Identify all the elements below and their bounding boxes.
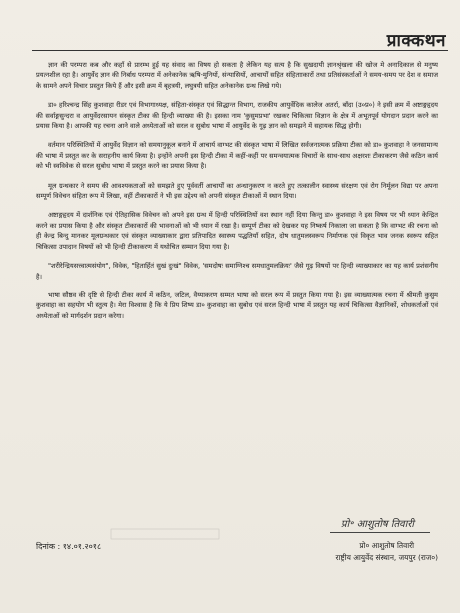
author-block <box>335 540 438 564</box>
preface-body <box>36 60 438 330</box>
paragraph: अष्टाङ्गहृदय में दार्शनिक एवं ऐतिहासिक विवेचन को अपने इस ग्रन्थ में हिन्दी परिस्थितियों वश स्थान नहीं दिया किन्तु डा० कुशवाहा ने इस विषय पर भी ध्यान केन्द्रित करने का प्रयास किया है और संस्कृत टीकाकारों की भावनाओं को भी ध्यान में रखा है। सम्पूर्ण टीका को देखकर यह निष्कर्ष निकाला जा सकता है कि वाग्भट की रचना को ही केन्द्र बिन्दु मानकर मूलग्रन्थकार एवं संस्कृत व्याख्याकार द्वारा प्रतिपादित स्वास्थ्य पद्धतियाँ सहित, दोष धातुमलस्वरूप निर्माणक एवं विकृत भाव जनक स्वरूप सहित चिकित्सा उपादान विषयों को भी हिन्दी टीकाकरण में यथोचित सम्मान दिया गया है। <box>36 211 438 251</box>
paragraph: "शरीरेन्द्रियसत्त्वात्मसंयोग", विवेक, "हितार्हितं सुखं दुःखं" विवेक, 'समदोषः समाग्निश्च समधातुमलक्रियः' जैसे गूढ़ विषयों पर हिन्दी व्याख्याकार का यह कार्य प्रशंसनीय है। <box>36 262 438 281</box>
handwritten-signature: प्रो॰ आशुतोष तिवारी <box>340 519 414 530</box>
author-name: प्रो० आशुतोष तिवारी <box>359 541 415 550</box>
title-divider <box>32 50 448 51</box>
paragraph: डा० हरिश्चन्द्र सिंह कुशवाहा रीडर एवं विभागाध्यक्ष, संहिता-संस्कृत एवं सिद्धान्त विभाग, राजकीय आयुर्वेदिक कालेज अतर्रा, बाँदा (उ०प्र०) ने इसी क्रम में अष्टाङ्गहृदय की सर्वाङ्गसुन्दरा व आयुर्वेदरसायन संस्कृत टीका की हिन्दी व्याख्या की है। इसका नाम 'कुसुमप्रभा' रखकर चिकित्सा विज्ञान के क्षेत्र में अभूतपूर्व योगदान प्रदान करने का प्रयास किया है। आपकी यह रचना आने वाले अध्येताओं को सरल व सुबोध भाषा में आयुर्वेद के गूढ़ ज्ञान को समझने में सहायक सिद्ध होगी। <box>36 101 438 131</box>
author-affiliation: राष्ट्रीय आयुर्वेद संस्थान, जयपुर (राज०) <box>335 553 438 562</box>
date-line: दिनांक : १४.०१.२०१८ <box>36 542 102 551</box>
paragraph: ज्ञान की परम्परा कब और कहाँ से प्रारम्भ हुई यह संवाद का विषय हो सकता है लेकिन यह सत्य है कि सुखदायी ज्ञानश्रृंखला की खोज मे अनादिकाल से मनुष्य प्रयत्नशील रहा है। आयुर्वेद ज्ञान की निर्बाध परम्परा में अनेकानेक ऋषि-मुनियों, संन्यासियों, आचार्यों सहित संहितााकारों तथा प्रतिसंस्कर्ताओं ने समय-समय पर देश व समाज के सामने अपने विचार प्रस्तुत किये हैं और इसी क्रम में बृहत्रयी, लघुत्रयी सहित अनेकानेक ग्रन्थ लिखे गये। <box>36 61 438 90</box>
paragraph: मूल ग्रन्थकार ने समय की आवश्यकताओं को समझते हुए पूर्ववर्ती आचार्यों का अन्धानुकरण न करते हुए तत्कालीन स्वास्थ्य संरक्षण एवं रोग निर्मूलन विद्या पर अपना सम्पूर्ण विवेचन संहिता रूप में लिखा, वहीं टीकाकारों ने भी इस उद्देश्य को अपनी संस्कृत टीकाओं में स्थान दिया। <box>36 181 438 201</box>
paragraph: भाषा सौष्ठव की दृष्टि से हिन्दी टीका कार्य में कठिन, जटिल, वैय्याकरण सम्मत भाषा को सरल रूप में प्रस्तुत किया गया है। इस व्याख्यात्मक रचना में श्रीमती कुसुम कुशवाहा का सहयोग भी स्तुत्य है। मेरा विश्वास है कि ये प्रिय शिष्य डा० कुशवाहा का सुबोध एवं सरल हिन्दी भाषा में प्रस्तुत यह कार्य चिकित्सा वैज्ञानिकों, शोधकर्ताओं एवं अध्येताओं को मार्गदर्शन प्रदान करेगा। <box>36 290 438 320</box>
signature-line <box>330 532 430 533</box>
faded-stamp-image <box>110 527 220 541</box>
paragraph: वर्तमान परिस्थितियों में आयुर्वेद विज्ञान को समयानुकूल बनाने में आचार्य वाग्भट की संस्कृत भाषा में लिखित सर्वजनात्मक प्रक्रिया टीका को डा० कुशवाहा ने जनसामान्य की भाषा में प्रस्तुत कर के सराहनीय कार्य किया है। इन्होंने अपनी इस हिन्दी टीका में कहीं-कहीं पर समन्वयात्मक विचारों के साथ-साथ अक्षरशः टीकाकरण जैसे कठिन कार्य को भी स्वविवेक से सरल सुबोध भाषा में प्रस्तुत करने का प्रयास किया है। <box>36 141 438 171</box>
page-title: प्राक्कथन <box>386 31 446 51</box>
